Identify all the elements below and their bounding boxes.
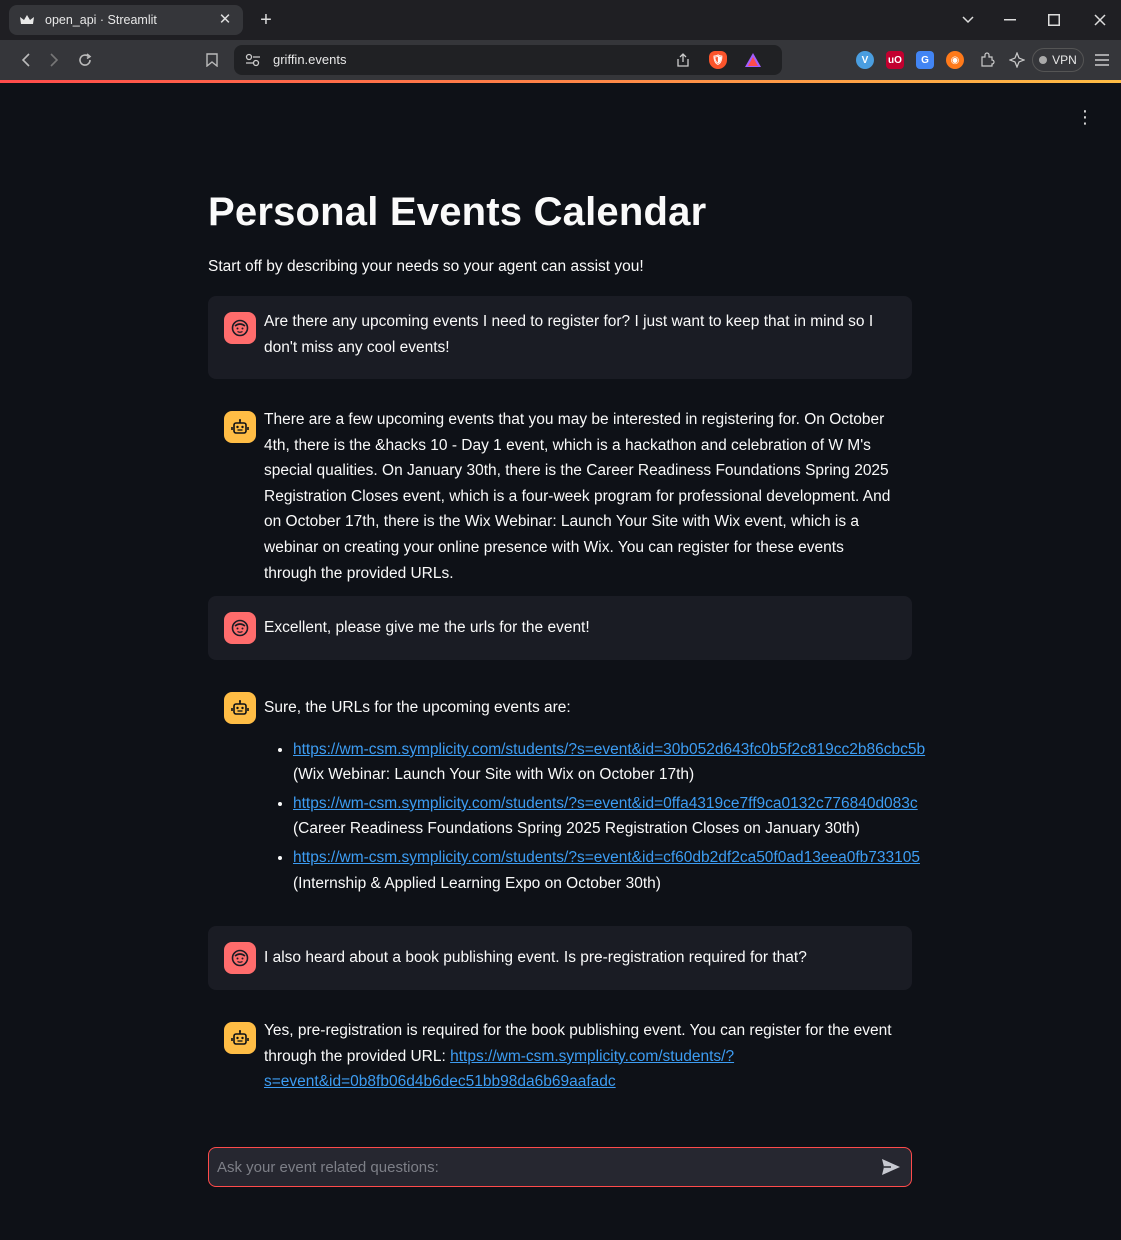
event-link[interactable]: https://wm-csm.symplicity.com/students/?s=event&id=cf60db2df2ca50f0ad13eea0fb733105 (293, 848, 920, 866)
maximize-window-icon[interactable] (1042, 8, 1066, 32)
event-link-desc: (Career Readiness Foundations Spring 2025 Registration Closes on January 30th) (293, 820, 860, 838)
message-text: There are a few upcoming events that you may be interested in registering for. On October 4th, there is the &hacks 10 - Day 1 event, which is a hackathon and celebration of W M's special qualities. On January 30th, there is the Career Readiness Foundations Spring 2025 Registration Closes event, which is a four-week program for professional development. And on October 17th, there is the Wix Webinar: Launch Your Site with Wix event, which is a webinar on creating your online presence with Wix. You can register for these events through the provided URLs. (264, 411, 891, 582)
tab-title: open_api · Streamlit (45, 13, 157, 27)
event-link[interactable]: https://wm-csm.symplicity.com/students/?s=event&id=30b052d643fc0b5f2c819cc2b86cbc5b (293, 740, 926, 758)
message-intro: Sure, the URLs for the upcoming events are: (264, 699, 571, 716)
event-link[interactable]: https://wm-csm.symplicity.com/students/?s=event&id=0ffa4319ce7ff9ca0132c776840d083c (293, 794, 918, 812)
event-link-desc: (Wix Webinar: Launch Your Site with Wix on October 17th) (293, 766, 695, 784)
page-title: Personal Events Calendar (208, 190, 707, 234)
list-item (293, 737, 926, 788)
brave-rewards-icon[interactable] (744, 51, 762, 69)
main-menu-kebab-icon[interactable]: ⋮ (1076, 107, 1094, 127)
user-avatar-icon (224, 942, 256, 974)
back-icon[interactable] (14, 48, 38, 72)
chat-message-assistant (208, 676, 926, 910)
extensions-puzzle-icon[interactable] (975, 48, 999, 72)
minimize-window-icon[interactable] (998, 8, 1022, 32)
extension-v-icon[interactable]: V (856, 51, 874, 69)
list-item (293, 791, 918, 842)
assistant-avatar-icon (224, 411, 256, 443)
leo-ai-sparkle-icon[interactable] (1005, 48, 1029, 72)
chat-message-assistant (208, 395, 912, 580)
chat-message-user (208, 926, 912, 990)
forward-icon[interactable] (42, 48, 66, 72)
chat-message-assistant (208, 1006, 912, 1116)
message-text: I also heard about a book publishing event. Is pre-registration required for that? (264, 949, 807, 966)
browser-tab[interactable] (9, 5, 243, 35)
event-link[interactable]: s=event&id=0b8fb06d4b6dec51bb98da6b69aafadc (264, 1073, 616, 1091)
chat-message-user (208, 596, 912, 660)
site-settings-icon[interactable] (241, 48, 265, 72)
close-window-icon[interactable] (1088, 8, 1112, 32)
extension-fox-icon[interactable]: ◉ (946, 51, 964, 69)
user-avatar-icon (224, 312, 256, 344)
list-item (293, 845, 920, 896)
message-text (264, 1018, 896, 1095)
message-text: Excellent, please give me the urls for the event! (264, 619, 590, 636)
page-subtitle: Start off by describing your needs so your agent can assist you! (208, 258, 644, 275)
streamlit-crown-icon (19, 12, 35, 28)
message-text-body: Yes, pre-registration is required for the book publishing event. You can register for the event through the provided URL: (264, 1022, 892, 1065)
new-tab-button[interactable]: + (260, 9, 272, 31)
url-text[interactable]: griffin.events (273, 52, 347, 67)
chat-message-user (208, 296, 912, 379)
assistant-avatar-icon (224, 692, 256, 724)
browser-tab-bar (0, 0, 1121, 40)
menu-hamburger-icon[interactable] (1090, 48, 1114, 72)
vpn-label: VPN (1052, 53, 1077, 67)
url-list (293, 737, 926, 897)
vpn-status-dot (1039, 56, 1047, 64)
brave-shields-icon[interactable]: 🛡 (709, 51, 727, 69)
bookmark-icon[interactable] (200, 48, 224, 72)
send-icon[interactable] (879, 1156, 903, 1178)
tab-search-chevron-icon[interactable] (956, 8, 980, 32)
event-link-desc: (Internship & Applied Learning Expo on October 30th) (293, 874, 661, 892)
message-text: Are there any upcoming events I need to register for? I just want to keep that in mind so I don't miss any cool events! (264, 313, 874, 356)
vpn-button[interactable] (1032, 48, 1084, 72)
chat-input-container (208, 1147, 912, 1187)
user-avatar-icon (224, 612, 256, 644)
assistant-avatar-icon (224, 1022, 256, 1054)
chat-input[interactable] (217, 1148, 867, 1186)
share-icon[interactable] (671, 48, 695, 72)
reload-icon[interactable] (73, 48, 97, 72)
tab-close-icon[interactable]: ✕ (218, 11, 232, 28)
google-translate-icon[interactable]: G (916, 51, 934, 69)
event-link[interactable]: https://wm-csm.symplicity.com/students/? (450, 1047, 735, 1065)
ublock-origin-icon[interactable]: uO (886, 51, 904, 69)
